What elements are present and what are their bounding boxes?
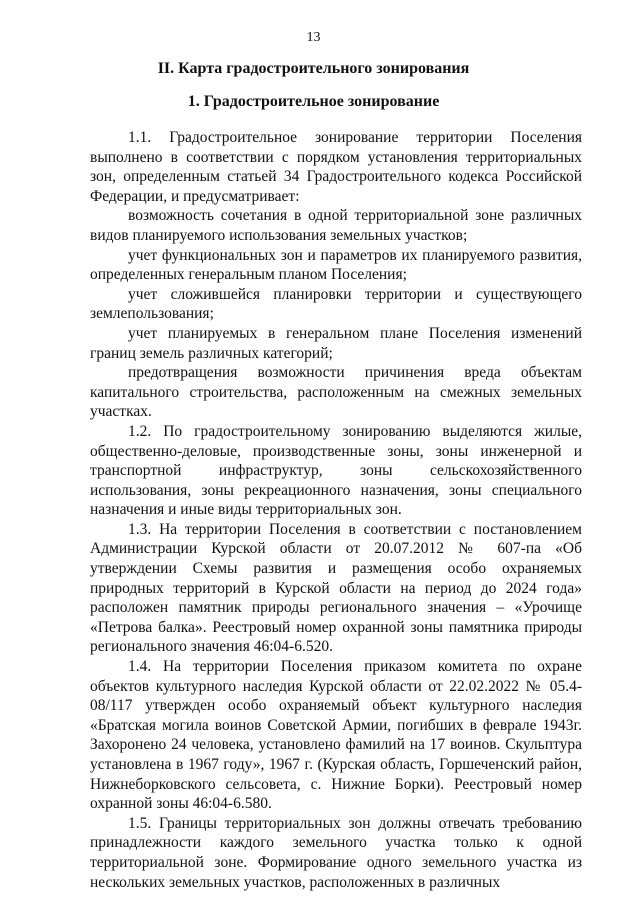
paragraph-1-2: 1.2. По градостроительному зонированию выделяются жилые, общественно-деловые, производственные зоны, зоны инженерной и транспортной инфраструктур, зоны сельскохозяйственного использования, зоны рекреационного назначения, зоны специального назначения и иные виды территориальных зон. [90,422,582,519]
subsection-title: 1. Градостроительное зонирование [187,93,440,110]
paragraph-item-5: предотвращения возможности причинения вреда объектам капитального строительства, расположенным на смежных земельных участках. [90,364,582,421]
paragraph-1-4: 1.4. На территории Поселения приказом комитета по охране объектов культурного наследия Курской области от 22.02.2022 № 05.4-08/117 утвержден особо охраняемый объект культурного наследия «Братская могила воинов Советской Армии, погибших в феврале 1943г. Захоронено 24 человека, установлено фамилий на 17 воинов. Скульптура установлена в 1967 году», 1967 г. (Курская область, Горшеченский район, Нижнеборковского сельсовета, с. Нижние Борки). Реестровый номер охранной зоны 46:04-6.580. [90,658,582,813]
document-body [90,128,582,892]
section-title: II. Карта градостроительного зонирования [157,60,470,77]
page-number: 13 [306,30,321,45]
paragraph-1-5: 1.5. Границы территориальных зон должны отвечать требованию принадлежности каждого земельного участка только к одной территориальной зоне. Формирование одного земельного участка из нескольких земельных участков, расположенных в различных [90,814,582,891]
paragraph-1-1: 1.1. Градостроительное зонирование территории Поселения выполнено в соответствии с порядком установления территориальных зон, определенным статьей 34 Градостроительного кодекса Российской Федерации, и предусматривает: [90,129,582,205]
paragraph-1-3: 1.3. На территории Поселения в соответствии с постановлением Администрации Курской области от 20.07.2012 № 607-па «Об утверждении Схемы развития и размещения особо охраняемых природных территорий в Курской области на период до 2024 года» расположен памятник природы регионального значения – «Урочище «Петрова балка». Реестровый номер охранной зоны памятника природы регионального значения 46:04-6.520. [90,520,582,656]
paragraph-item-1: возможность сочетания в одной территориальной зоне различных видов планируемого использования земельных участков; [90,207,582,244]
paragraph-item-4: учет планируемых в генеральном плане Поселения изменений границ земель различных категорий; [90,324,582,362]
paragraph-item-2: учет функциональных зон и параметров их планируемого развития, определенных генеральным планом Поселения; [90,246,582,284]
paragraph-item-3: учет сложившейся планировки территории и существующего землепользования; [90,285,582,323]
